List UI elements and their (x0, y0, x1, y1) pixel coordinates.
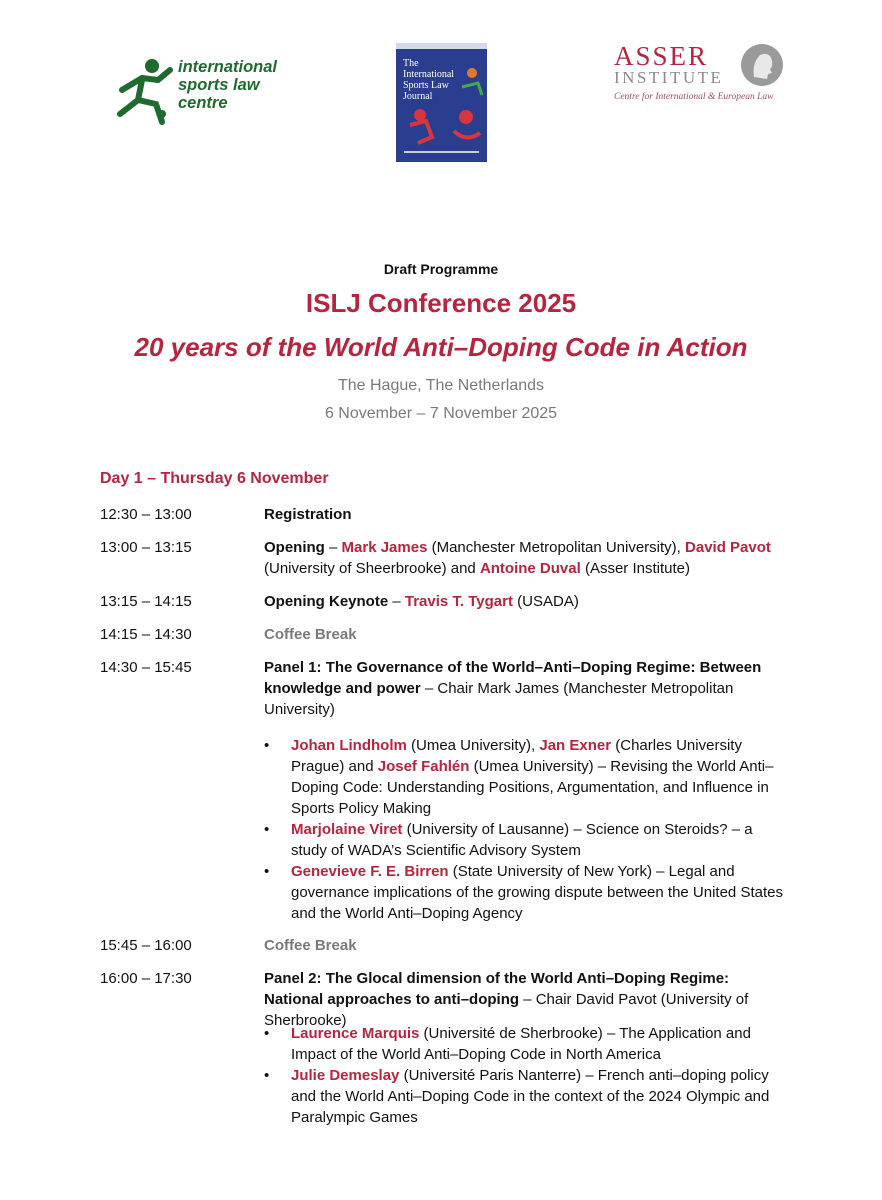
conference-place: The Hague, The Netherlands (337, 377, 545, 394)
asser-portrait-icon (740, 43, 784, 87)
asser-line3: Centre for International & European Law (614, 92, 774, 102)
speaker-name: Laurence Marquis (291, 1025, 420, 1042)
session-chair: – Chair David Pavot (University of Sherbrooke) (264, 991, 749, 1029)
session-description (264, 968, 784, 1031)
session-description (264, 657, 784, 720)
speaker-name: Marjolaine Viret (291, 821, 403, 838)
session-time: 12:30 – 13:00 (100, 506, 192, 523)
speaker-affiliation: (USADA) (512, 593, 579, 610)
speaker-affiliation: (Asser Institute) (580, 560, 690, 577)
list-item (264, 819, 784, 861)
conference-title: ISLJ Conference 2025 (305, 288, 577, 318)
talk-title: (Umea University) – Revising the World Anti–Doping Code: Understanding Positions, Argumentation, and Influence in Sports Policy Making (291, 758, 774, 817)
journal-line1: The (403, 58, 419, 69)
speaker-name: Mark James (341, 539, 428, 556)
list-item (264, 735, 784, 819)
speaker-affiliation: (Umea University), (406, 737, 540, 754)
islc-line2: sports law (178, 76, 260, 94)
asser-line2: INSTITUTE (614, 68, 724, 87)
islc-logo-text (178, 58, 277, 112)
speaker-affiliation: (Charles University Prague) and (291, 737, 742, 775)
panel-1-talks (264, 735, 784, 924)
list-item (264, 1065, 784, 1128)
journal-cover-art (396, 43, 487, 162)
journal-line3: Sports Law (403, 80, 449, 91)
session-title: Opening (264, 539, 325, 556)
talk-title: (Université de Sherbrooke) – The Application and Impact of the World Anti–Doping Code in North America (291, 1025, 751, 1063)
journal-line4: Journal (403, 91, 433, 102)
speaker-name: Johan Lindholm (291, 737, 407, 754)
islc-line1: international (178, 58, 278, 76)
list-item (264, 861, 784, 924)
session-time: 14:15 – 14:30 (100, 626, 192, 643)
speaker-name: Josef Fahlén (377, 758, 470, 775)
separator: – (388, 593, 405, 610)
runner-icon (112, 56, 176, 126)
session-time: 13:00 – 13:15 (100, 539, 192, 556)
journal-cover (396, 43, 487, 162)
session-description (264, 537, 784, 579)
session-chair: – Chair Mark James (Manchester Metropolitan University) (264, 680, 734, 718)
session-title: Panel 1: The Governance of the World–Anti–Doping Regime: Between knowledge and power (264, 659, 762, 697)
speaker-name: Julie Demeslay (291, 1067, 400, 1084)
islc-line3: centre (178, 94, 228, 112)
speaker-name: Genevieve F. E. Birren (291, 863, 449, 880)
speaker-name: Jan Exner (539, 737, 612, 754)
session-title: Registration (264, 506, 352, 523)
separator: – (324, 539, 342, 556)
list-item (264, 1023, 784, 1065)
asser-logo (614, 41, 794, 111)
session-time: 15:45 – 16:00 (100, 937, 192, 954)
talk-title: (Université Paris Nanterre) – French anti–doping policy and the World Anti–Doping Code in the context of the 2024 Olympic and Paralympic Games (291, 1067, 770, 1126)
talk-title: (State University of New York) – Legal and governance implications of the growing dispute between the United States and the World Anti–Doping Agency (291, 863, 783, 922)
session-title: Coffee Break (264, 937, 357, 954)
speaker-name: Antoine Duval (479, 560, 581, 577)
session-time: 14:30 – 15:45 (100, 659, 192, 676)
speaker-name: Travis T. Tygart (404, 593, 513, 610)
asser-line1: ASSER (614, 41, 709, 71)
islc-logo (112, 56, 302, 126)
conference-dates: 6 November – 7 November 2025 (324, 405, 558, 422)
speaker-affiliation: (Manchester Metropolitan University), (427, 539, 686, 556)
journal-line2: International (403, 69, 455, 80)
conference-subtitle: 20 years of the World Anti–Doping Code in Action (134, 332, 748, 362)
panel-2-talks (264, 1023, 784, 1128)
talk-title: (University of Lausanne) – Science on Steroids? – a study of WADA’s Scientific Advisory System (291, 821, 753, 859)
speaker-affiliation: (University of Sheerbrooke) and (264, 560, 480, 577)
session-time: 16:00 – 17:30 (100, 970, 192, 987)
session-time: 13:15 – 14:15 (100, 593, 192, 610)
session-title: Coffee Break (264, 626, 357, 643)
draft-label: Draft Programme (383, 261, 499, 277)
day-heading: Day 1 – Thursday 6 November (100, 470, 329, 487)
session-title: Panel 2: The Glocal dimension of the World Anti–Doping Regime: National approaches to anti–doping (264, 970, 730, 1008)
speaker-name: David Pavot (685, 539, 771, 556)
session-title: Opening Keynote (264, 593, 389, 610)
session-description (264, 591, 784, 612)
